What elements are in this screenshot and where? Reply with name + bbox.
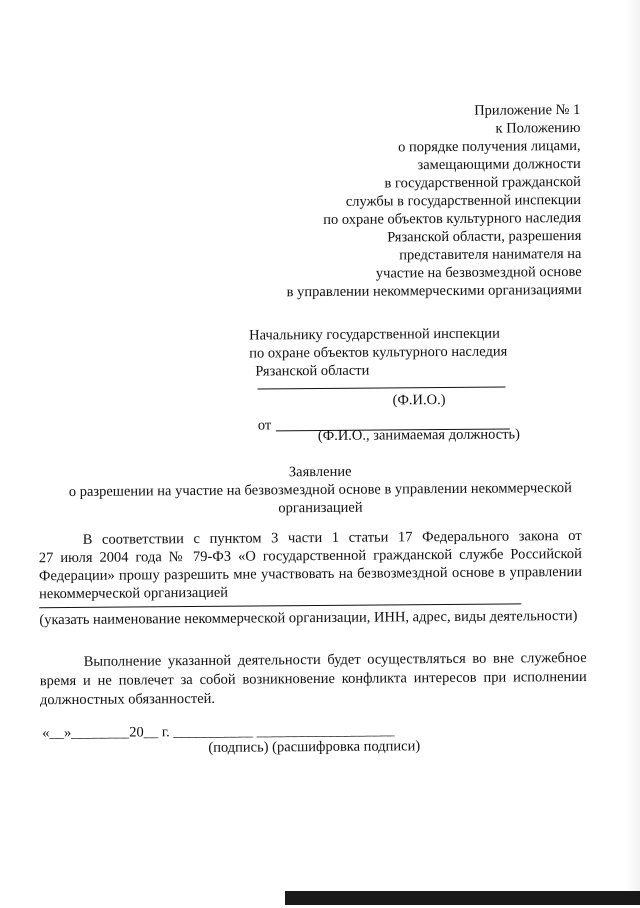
- appendix-line: замещающими должности: [417, 155, 581, 174]
- paragraph-line: должностных обязанностей.: [39, 690, 216, 709]
- from-label: от: [257, 417, 272, 434]
- org-caption: (указать наименование некоммерческой организации, ИНН, адрес, виды деятельности): [39, 607, 578, 629]
- appendix-line: Рязанской области, разрешения: [387, 227, 582, 246]
- statement-heading: Заявление: [288, 463, 352, 481]
- date-signature-line: «__»________20__ г. ___________ ___________________: [42, 722, 395, 742]
- statement-subtitle: организацией: [278, 499, 363, 517]
- paragraph-line: Федерации» прошу разрешить мне участвовать на безвозмездной основе в управлении: [38, 563, 583, 585]
- appendix-line: в государственной гражданской: [384, 173, 581, 192]
- addressee-line: по охране объектов культурного наследия: [249, 343, 508, 362]
- paragraph-line: 27 июля 2004 года № 79-ФЗ «О государственной гражданской службе Российской: [38, 545, 582, 567]
- scan-edge-shadow: [625, 0, 640, 905]
- appendix-line: к Положению: [495, 119, 581, 137]
- addressee-line: Рязанской области: [255, 362, 370, 380]
- paragraph-line: некоммерческой организацией: [39, 584, 229, 603]
- paragraph-line: В соответствии с пунктом 3 части 1 статьи 17 Федерального закона от: [82, 527, 582, 548]
- fio-fill-line: [258, 387, 506, 390]
- fio-caption: (Ф.И.О.): [392, 392, 446, 409]
- addressee-line: Начальнику государственной инспекции: [249, 325, 500, 344]
- appendix-line: службы в государственной инспекции: [345, 191, 582, 210]
- from-caption: (Ф.И.О., занимаемая должность): [317, 426, 521, 445]
- statement-subtitle: о разрешении на участие на безвозмездной основе в управлении некоммерческой: [68, 480, 572, 500]
- paragraph-line: Выполнение указанной деятельности будет осуществляться во вне служебное: [83, 649, 587, 670]
- appendix-line: в управлении некоммерческими организациями: [286, 281, 582, 301]
- scan-bottom-edge: [285, 891, 640, 905]
- signature-caption: (подпись) (расшифровка подписи): [208, 738, 421, 756]
- appendix-line: представителя нанимателя на: [399, 245, 582, 264]
- appendix-line: Приложение № 1: [474, 101, 581, 119]
- appendix-line: о порядке получения лицами,: [398, 137, 581, 156]
- paragraph-line: время и не повлечет за собой возникновение конфликта интересов при исполнении: [39, 668, 587, 690]
- appendix-line: по охране объектов культурного наследия: [323, 209, 582, 228]
- appendix-block: [0, 0, 636, 301]
- appendix-line: участие на безвозмездной основе: [375, 263, 582, 282]
